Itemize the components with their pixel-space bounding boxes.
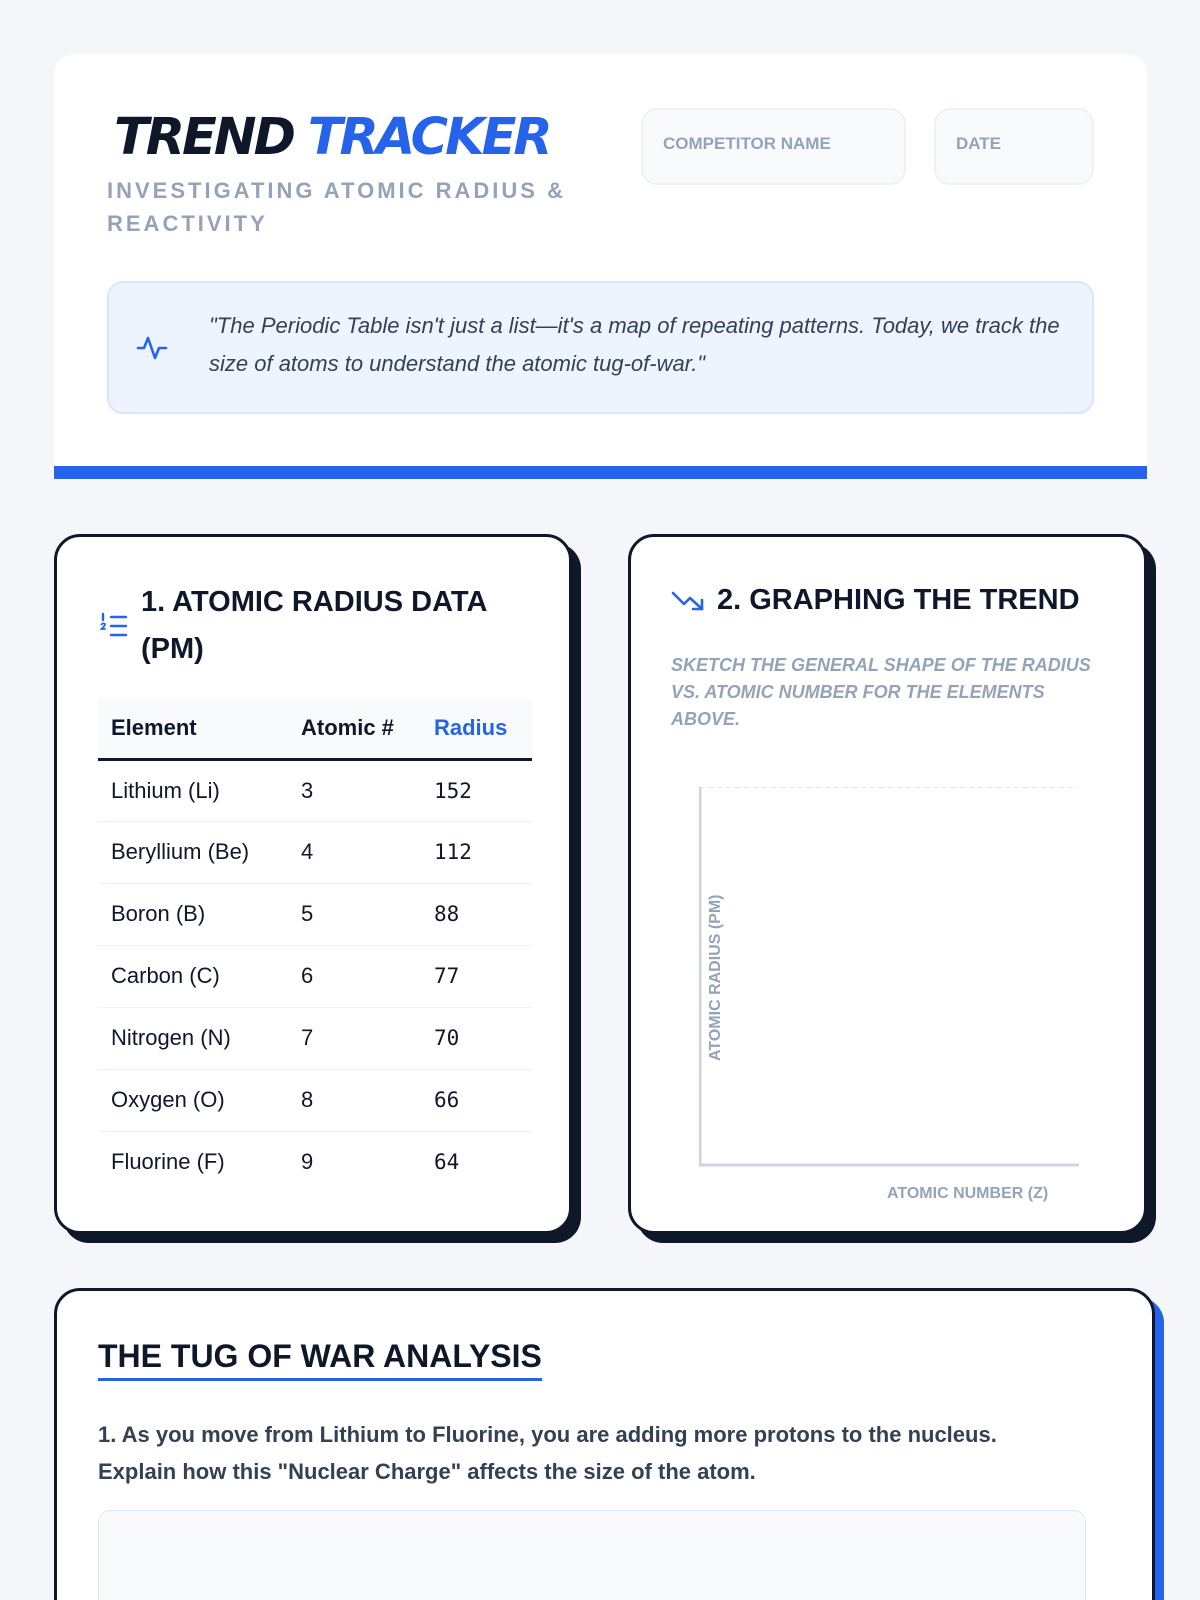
cell-element: Nitrogen (N) [98, 1007, 288, 1069]
cell-atomic-number: 7 [288, 1007, 421, 1069]
x-axis-label: ATOMIC NUMBER (Z) [887, 1185, 1049, 1202]
analysis-card [54, 1288, 1155, 1600]
cell-radius: 70 [421, 1007, 532, 1069]
date-label: DATE [956, 134, 1002, 153]
analysis-title: THE TUG OF WAR ANALYSIS [98, 1336, 542, 1381]
numbered-list-icon [100, 612, 128, 640]
table-row [98, 759, 532, 821]
cell-radius: 152 [421, 759, 532, 821]
cell-element: Fluorine (F) [111, 1149, 225, 1175]
quote-text: "The Periodic Table isn't just a list—it's a map of repeating patterns. Today, we track the size of atoms to understand the atomic tug-of-war." [209, 313, 1060, 376]
cell-atomic-number: 9 [301, 1149, 314, 1175]
table-row [98, 1131, 532, 1193]
cell-radius: 88 [421, 883, 532, 945]
page-subtitle: INVESTIGATING ATOMIC RADIUS & REACTIVITY [107, 178, 566, 236]
competitor-name-field[interactable] [641, 108, 906, 185]
cell-element: Beryllium (Be) [98, 821, 288, 883]
cell-radius: 77 [421, 945, 532, 1007]
date-field[interactable] [934, 108, 1094, 185]
y-axis-label-text: ATOMIC RADIUS (PM) [707, 893, 724, 1061]
table-row [98, 945, 532, 1007]
column-header-element: Element [98, 699, 288, 759]
cell-atomic-number: 8 [288, 1069, 421, 1131]
y-axis-label [707, 894, 725, 1061]
competitor-name-label: COMPETITOR NAME [663, 134, 831, 153]
answer-box-1[interactable] [98, 1510, 1086, 1600]
activity-pulse-icon [135, 330, 169, 364]
graph-instructions: SKETCH THE GENERAL SHAPE OF THE RADIUS VS. ATOMIC NUMBER FOR THE ELEMENTS ABOVE. [671, 655, 1091, 729]
graph-axes [699, 787, 1079, 1167]
trending-down-icon [671, 587, 705, 613]
blank-graph-area[interactable] [699, 787, 1079, 1202]
question-1: 1. As you move from Lithium to Fluorine, you are adding more protons to the nucleus. Explain how this "Nuclear Charge" affects the size of the atom. [98, 1422, 997, 1484]
title-tracker: TRACKER [307, 108, 550, 167]
quote-callout [107, 281, 1094, 414]
atomic-radius-data-card [54, 534, 572, 1234]
column-header-radius: Radius [421, 699, 532, 759]
section-title-data: 1. ATOMIC RADIUS DATA (PM) [141, 586, 487, 665]
cell-atomic-number: 6 [288, 945, 421, 1007]
cell-element: Boron (B) [98, 883, 288, 945]
graphing-trend-card [628, 534, 1147, 1234]
cell-element: Carbon (C) [98, 945, 288, 1007]
atomic-radius-table [98, 699, 532, 1193]
header-card [54, 54, 1147, 479]
table-row [98, 821, 532, 883]
title-trend: TREND [114, 108, 293, 167]
section-title-graph: 2. GRAPHING THE TREND [717, 584, 1080, 616]
table-header-row [98, 699, 532, 759]
table-row [98, 1069, 532, 1131]
cell-atomic-number: 5 [288, 883, 421, 945]
table-row [98, 1007, 532, 1069]
cell-radius: 66 [421, 1069, 532, 1131]
cell-radius: 64 [434, 1150, 460, 1175]
cell-element: Lithium (Li) [98, 759, 288, 821]
cell-element: Oxygen (O) [98, 1069, 288, 1131]
column-header-atomic-number: Atomic # [288, 699, 421, 759]
cell-atomic-number: 4 [288, 821, 421, 883]
page-title [114, 106, 550, 170]
cell-radius: 112 [421, 821, 532, 883]
cell-atomic-number: 3 [288, 759, 421, 821]
table-row [98, 883, 532, 945]
